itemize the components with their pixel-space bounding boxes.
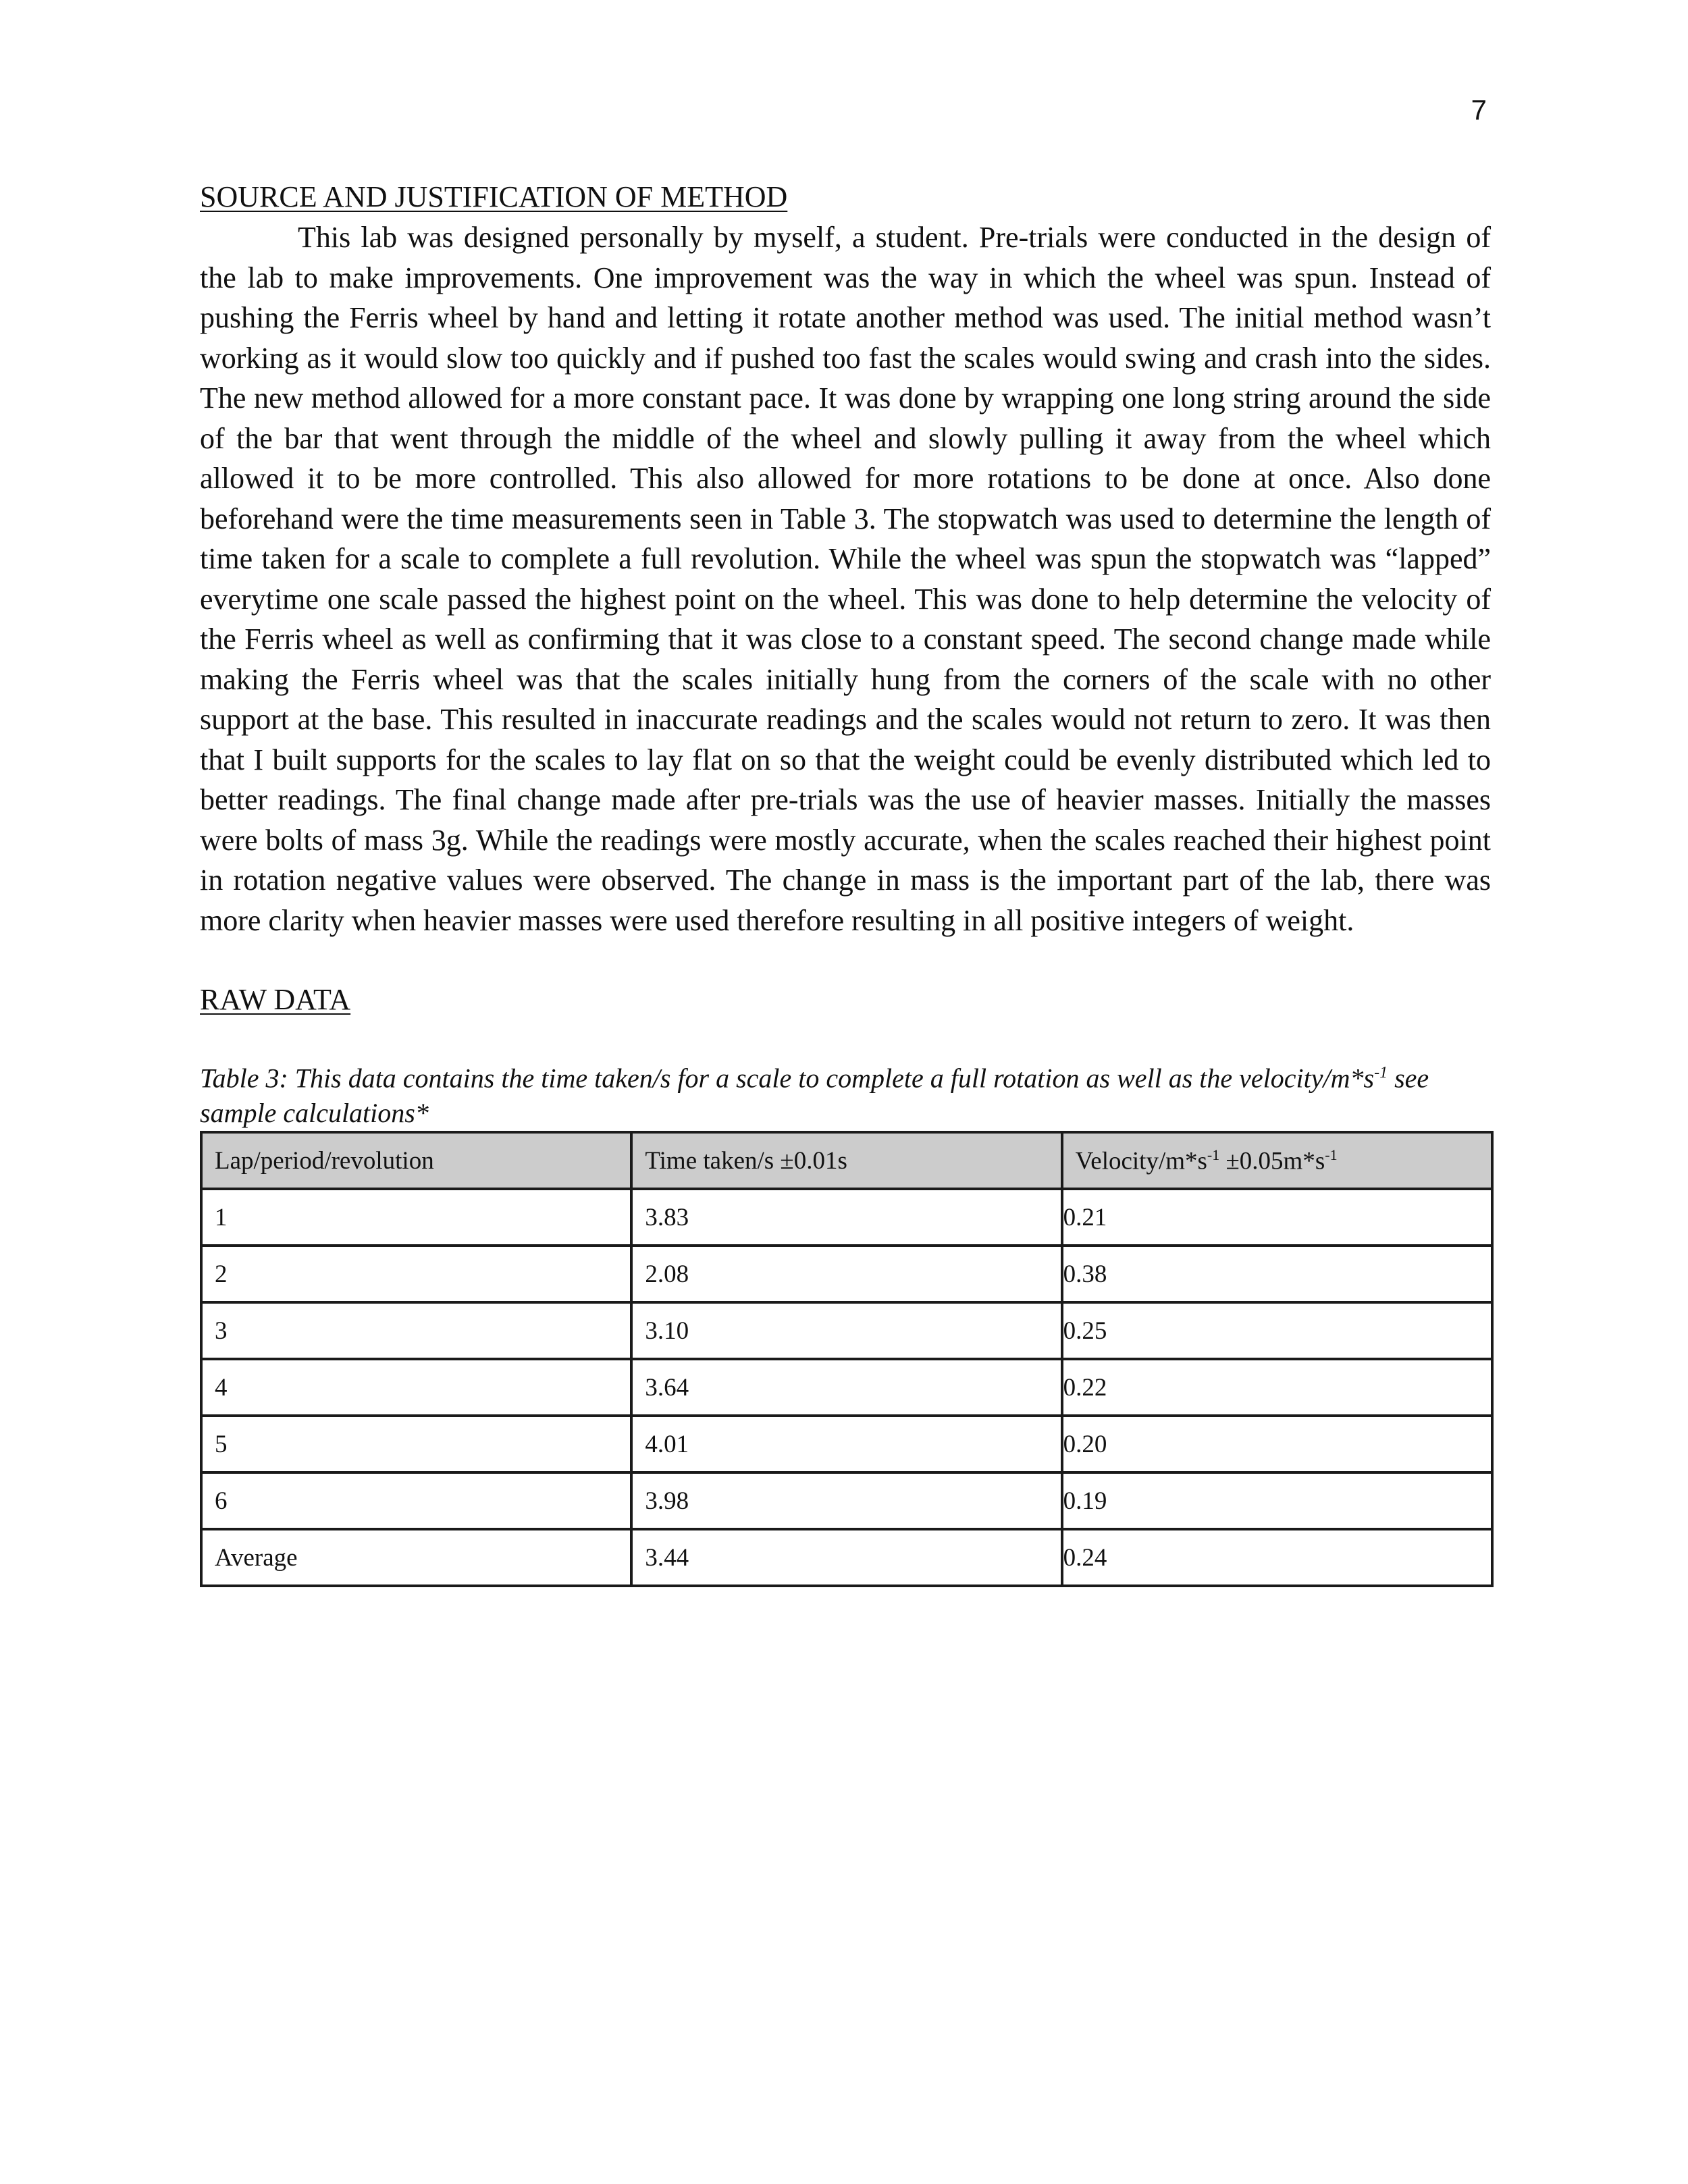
cell-time: 3.98 xyxy=(631,1472,1061,1529)
header-time: Time taken/s ±0.01s xyxy=(631,1132,1061,1189)
page-number: 7 xyxy=(1471,94,1487,126)
cell-lap: 5 xyxy=(201,1416,631,1472)
cell-lap: 4 xyxy=(201,1359,631,1416)
cell-velocity: 0.19 xyxy=(1062,1472,1492,1529)
method-paragraph: This lab was designed personally by myself, a student. Pre-trials were conducted in the design of the lab to make improvements. One improvement was the way in which the wheel was spun. Instead of pushing the Ferris wheel by hand and letting it rotate another method was used. The initial method wasn’t working as it would slow too quickly and if pushed too fast the scales would swing and crash into the sides. The new method allowed for a more constant pace. It was done by wrapping one long string around the side of the bar that went through the middle of the wheel and slowly pulling it away from the wheel which allowed it to be more controlled. This also allowed for more rotations to be done at once. Also done beforehand were the time measurements seen in Table 3. The stopwatch was used to determine the length of time taken for a scale to complete a full revolution. While the wheel was spun the stopwatch was “lapped” everytime one scale passed the highest point on the wheel. This was done to help determine the velocity of the Ferris wheel as well as confirming that it was close to a constant speed. The second change made while making the Ferris wheel was that the scales initially hung from the corners of the scale with no other support at the base. This resulted in inaccurate readings and the scales would not return to zero. It was then that I built supports for the scales to lay flat on so that the weight could be evenly distributed which led to better readings. The final change made after pre-trials was the use of heavier masses. Initially the masses were bolts of mass 3g. While the readings were mostly accurate, when the scales reached their highest point in rotation negative values were observed. The change in mass is the important part of the lab, there was more clarity when heavier masses were used therefore resulting in all positive integers of weight. xyxy=(200,221,1491,937)
table-row xyxy=(201,1302,1492,1359)
table-row xyxy=(201,1189,1492,1246)
cell-velocity: 0.24 xyxy=(1062,1529,1492,1586)
table-row-average xyxy=(201,1529,1492,1586)
cell-velocity: 0.22 xyxy=(1062,1359,1492,1416)
cell-time: 3.64 xyxy=(631,1359,1061,1416)
cell-time: 3.83 xyxy=(631,1189,1061,1246)
table-caption xyxy=(200,1055,1491,1131)
header-lap: Lap/period/revolution xyxy=(201,1132,631,1189)
table-caption-superscript: -1 xyxy=(1374,1064,1388,1082)
cell-velocity: 0.21 xyxy=(1062,1189,1492,1246)
cell-velocity: 0.25 xyxy=(1062,1302,1492,1359)
cell-lap: 2 xyxy=(201,1246,631,1302)
cell-lap: 6 xyxy=(201,1472,631,1529)
cell-velocity: 0.20 xyxy=(1062,1416,1492,1472)
table-row xyxy=(201,1472,1492,1529)
cell-lap: 1 xyxy=(201,1189,631,1246)
cell-lap: 3 xyxy=(201,1302,631,1359)
cell-time: 2.08 xyxy=(631,1246,1061,1302)
header-velocity-sup: -1 xyxy=(1325,1146,1338,1163)
header-velocity xyxy=(1062,1132,1492,1189)
cell-time: 3.44 xyxy=(631,1529,1061,1586)
table-row xyxy=(201,1359,1492,1416)
table-caption-text-end: see sample calculations* xyxy=(200,1063,1429,1129)
section-heading-raw-data: RAW DATA xyxy=(200,983,351,1016)
table-caption-text: Table 3: This data contains the time taken/s for a scale to complete a full rotation as well as the velocity/m*s xyxy=(200,1063,1375,1094)
cell-lap: Average xyxy=(201,1529,631,1586)
table-row xyxy=(201,1246,1492,1302)
cell-time: 3.10 xyxy=(631,1302,1061,1359)
cell-velocity: 0.38 xyxy=(1062,1246,1492,1302)
header-velocity-uncertainty: ±0.05m*s xyxy=(1219,1146,1325,1175)
cell-time: 4.01 xyxy=(631,1416,1061,1472)
table-row xyxy=(201,1416,1492,1472)
table-header-row xyxy=(201,1132,1492,1189)
data-table xyxy=(200,1131,1494,1587)
header-velocity-sup: -1 xyxy=(1207,1146,1220,1163)
document-content xyxy=(200,177,1491,1587)
header-velocity-text: Velocity/m*s xyxy=(1075,1146,1207,1175)
section-heading-method: SOURCE AND JUSTIFICATION OF METHOD xyxy=(200,180,788,213)
